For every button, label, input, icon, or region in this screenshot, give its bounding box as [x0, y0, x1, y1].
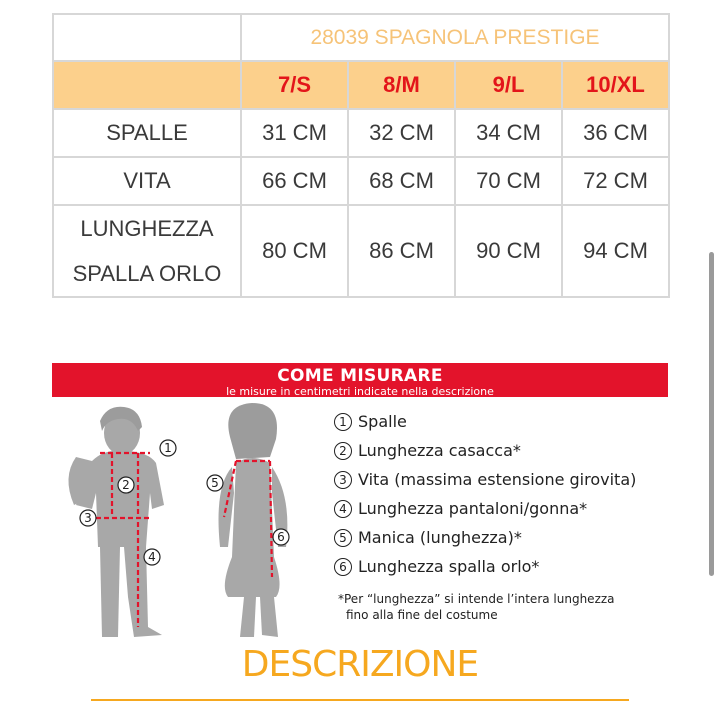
table-row: [53, 157, 669, 205]
table-cell: 31 CM: [241, 109, 348, 157]
row-label: VITA: [53, 157, 241, 205]
blank-cell: [53, 14, 241, 61]
legend-number: 6: [334, 558, 352, 576]
legend-item: [334, 436, 674, 465]
legend-item: [334, 523, 674, 552]
size-table: [52, 13, 670, 298]
legend-number: 4: [334, 500, 352, 518]
table-cell: 86 CM: [348, 205, 455, 297]
girl-figure-icon: [219, 403, 288, 637]
row-label-line: LUNGHEZZA: [80, 216, 214, 241]
size-header: 8/M: [348, 61, 455, 109]
legend-label: Spalle: [358, 412, 407, 431]
legend-number: 2: [334, 442, 352, 460]
table-cell: 90 CM: [455, 205, 562, 297]
measurement-legend: [334, 407, 674, 581]
row-label: SPALLE: [53, 109, 241, 157]
size-table-title-row: [53, 14, 669, 61]
table-row: [53, 205, 669, 297]
table-cell: 32 CM: [348, 109, 455, 157]
product-title: 28039 SPAGNOLA PRESTIGE: [241, 14, 669, 61]
section-title-descrizione: DESCRIZIONE: [241, 644, 479, 685]
table-cell: 80 CM: [241, 205, 348, 297]
row-label-line: SPALLA ORLO: [72, 261, 222, 286]
size-header: 10/XL: [562, 61, 669, 109]
marker-3: 3: [84, 511, 92, 525]
table-cell: 66 CM: [241, 157, 348, 205]
table-cell: 68 CM: [348, 157, 455, 205]
table-cell: 36 CM: [562, 109, 669, 157]
legend-label: Manica (lunghezza)*: [358, 528, 522, 547]
table-cell: 72 CM: [562, 157, 669, 205]
table-cell: 94 CM: [562, 205, 669, 297]
marker-2: 2: [122, 478, 130, 492]
legend-number: 3: [334, 471, 352, 489]
legend-item: [334, 465, 674, 494]
marker-1: 1: [164, 441, 172, 455]
table-cell: 70 CM: [455, 157, 562, 205]
marker-5: 5: [211, 476, 219, 490]
how-to-measure-title: COME MISURARE: [277, 366, 443, 386]
size-header: 9/L: [455, 61, 562, 109]
blank-header-cell: [53, 61, 241, 109]
legend-label: Lunghezza pantaloni/gonna*: [358, 499, 588, 518]
legend-number: 1: [334, 413, 352, 431]
section-divider: [91, 699, 629, 701]
how-to-measure-header: [52, 363, 668, 397]
legend-label: Vita (massima estensione girovita): [358, 470, 637, 489]
scrollbar-thumb[interactable]: [709, 252, 714, 576]
measurement-footnote: [338, 591, 668, 623]
table-cell: 34 CM: [455, 109, 562, 157]
size-header-row: [53, 61, 669, 109]
measurement-figures: [52, 397, 332, 642]
footnote-line: fino alla fine del costume: [346, 608, 498, 622]
legend-label: Lunghezza spalla orlo*: [358, 557, 540, 576]
legend-number: 5: [334, 529, 352, 547]
row-label: [53, 205, 241, 297]
marker-4: 4: [148, 550, 156, 564]
table-row: [53, 109, 669, 157]
legend-label: Lunghezza casacca*: [358, 441, 521, 460]
size-header: 7/S: [241, 61, 348, 109]
how-to-measure-panel: [52, 363, 668, 646]
footnote-line: *Per “lunghezza” si intende l’intera lunghezza: [338, 592, 615, 606]
legend-item: [334, 407, 674, 436]
legend-item: [334, 552, 674, 581]
marker-6: 6: [277, 530, 285, 544]
legend-item: [334, 494, 674, 523]
how-to-measure-subtitle: le misure in centimetri indicate nella descrizione: [226, 385, 494, 398]
